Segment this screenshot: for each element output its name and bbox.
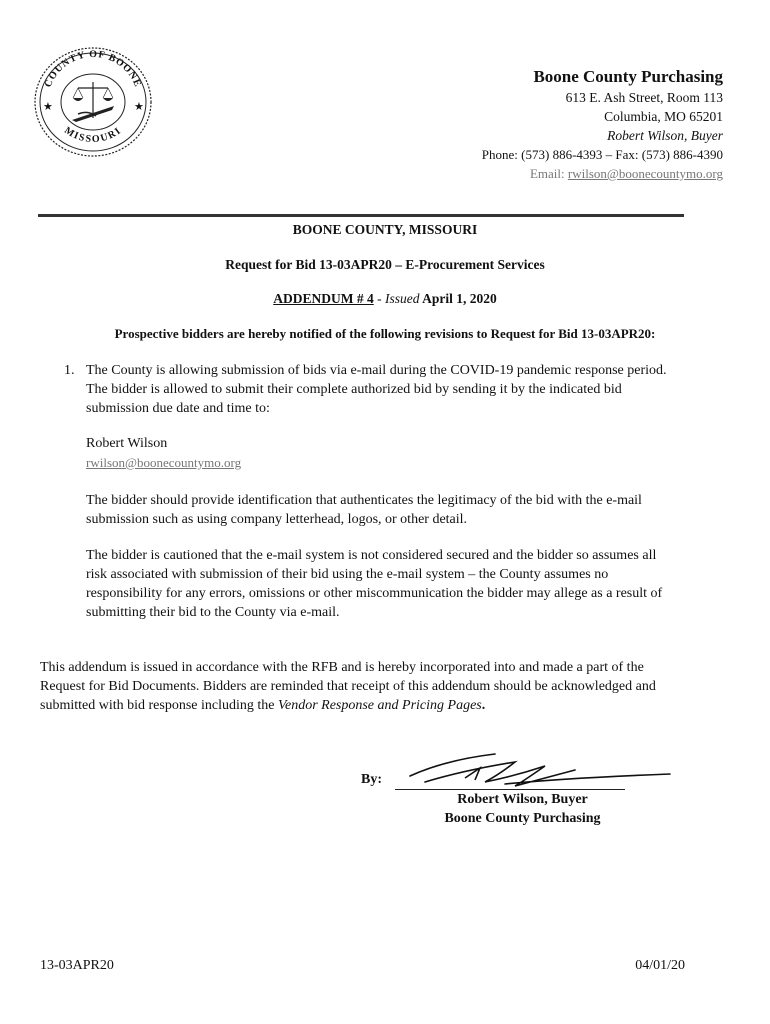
document-county-title: BOONE COUNTY, MISSOURI — [292, 222, 478, 237]
closing-line: This addendum is issued in accordance with the RFB and is hereby incorporated into and made a part of the — [40, 660, 644, 675]
svg-text:★: ★ — [43, 101, 53, 113]
letterhead-address-line2: Columbia, MO 65201 — [604, 109, 723, 124]
item-paragraph-2 — [86, 491, 642, 529]
letterhead-email-row — [530, 166, 723, 182]
item-number: 1. — [64, 363, 75, 378]
signer-org: Boone County Purchasing — [444, 811, 601, 826]
footer-rfb-number: 13-03APR20 — [40, 958, 114, 973]
seal-bottom-text: MISSOURI — [62, 125, 124, 146]
seal-top-text: COUNTY OF BOONE — [42, 48, 144, 90]
addendum-date: April 1, 2020 — [419, 291, 497, 306]
closing-line: Request for Bid Documents. Bidders are reminded that receipt of this addendum should be acknowledged and — [40, 679, 656, 694]
item-line: The bidder should provide identification that authenticates the legitimacy of the bid with the e-mail — [86, 493, 642, 508]
closing-line-end: . — [481, 698, 486, 713]
closing-line — [40, 696, 656, 715]
svg-text:★: ★ — [134, 101, 144, 113]
signature-by-label: By: — [361, 772, 382, 787]
addendum-heading — [0, 291, 770, 307]
closing-paragraph — [40, 658, 656, 715]
item-line: submitting their bid to the County via e-mail. — [86, 605, 340, 620]
item-line: submission due date and time to: — [86, 401, 270, 416]
county-seal-logo — [28, 40, 158, 160]
addendum-number: ADDENDUM # 4 — [273, 291, 374, 306]
item-line: The bidder is allowed to submit their complete authorized bid by sending it by the indicated bid — [86, 382, 622, 397]
signer-name: Robert Wilson, Buyer — [457, 792, 588, 807]
svg-text:MISSOURI — [62, 125, 124, 145]
item-paragraph-3 — [86, 546, 662, 622]
letterhead-org: Boone County Purchasing — [533, 67, 723, 86]
item-line: responsibility for any errors, omissions or other miscommunication the bidder may allege as a result of — [86, 586, 663, 601]
letterhead-address-line1: 613 E. Ash Street, Room 113 — [565, 90, 723, 105]
closing-line-text: submitted with bid response including the — [40, 698, 278, 713]
addendum-separator: - — [373, 291, 385, 306]
item-line: The bidder is cautioned that the e-mail system is not considered secured and the bidder so assumes all — [86, 548, 657, 563]
signature-line — [395, 789, 625, 790]
letterhead-email-link[interactable]: rwilson@boonecountymo.org — [567, 166, 723, 181]
contact-email-link[interactable]: rwilson@boonecountymo.org — [86, 455, 242, 470]
footer-date: 04/01/20 — [635, 958, 685, 973]
item-paragraph-1 — [86, 361, 766, 418]
addendum-issued-label: Issued — [384, 291, 420, 306]
letterhead-buyer: Robert Wilson, Buyer — [607, 128, 723, 143]
handwritten-signature — [405, 748, 675, 793]
contact-name: Robert Wilson — [86, 436, 168, 451]
notice-line: Prospective bidders are hereby notified of the following revisions to Request for Bid 13-03APR20: — [114, 326, 656, 341]
email-label: Email: — [529, 166, 565, 181]
document-rfb-title: Request for Bid 13-03APR20 – E-Procurement Services — [225, 257, 545, 272]
letterhead-phone-fax: Phone: (573) 886-4393 – Fax: (573) 886-4390 — [481, 147, 723, 162]
closing-line-italic: Vendor Response and Pricing Pages — [277, 698, 482, 713]
item-line: risk associated with submission of their bid using the e-mail system – the County assumes no — [86, 567, 609, 582]
item-line: submission such as using company letterhead, logos, or other detail. — [86, 512, 468, 527]
header-divider — [38, 214, 684, 217]
item-line: The County is allowing submission of bids via e-mail during the COVID-19 pandemic response period. — [86, 363, 667, 378]
